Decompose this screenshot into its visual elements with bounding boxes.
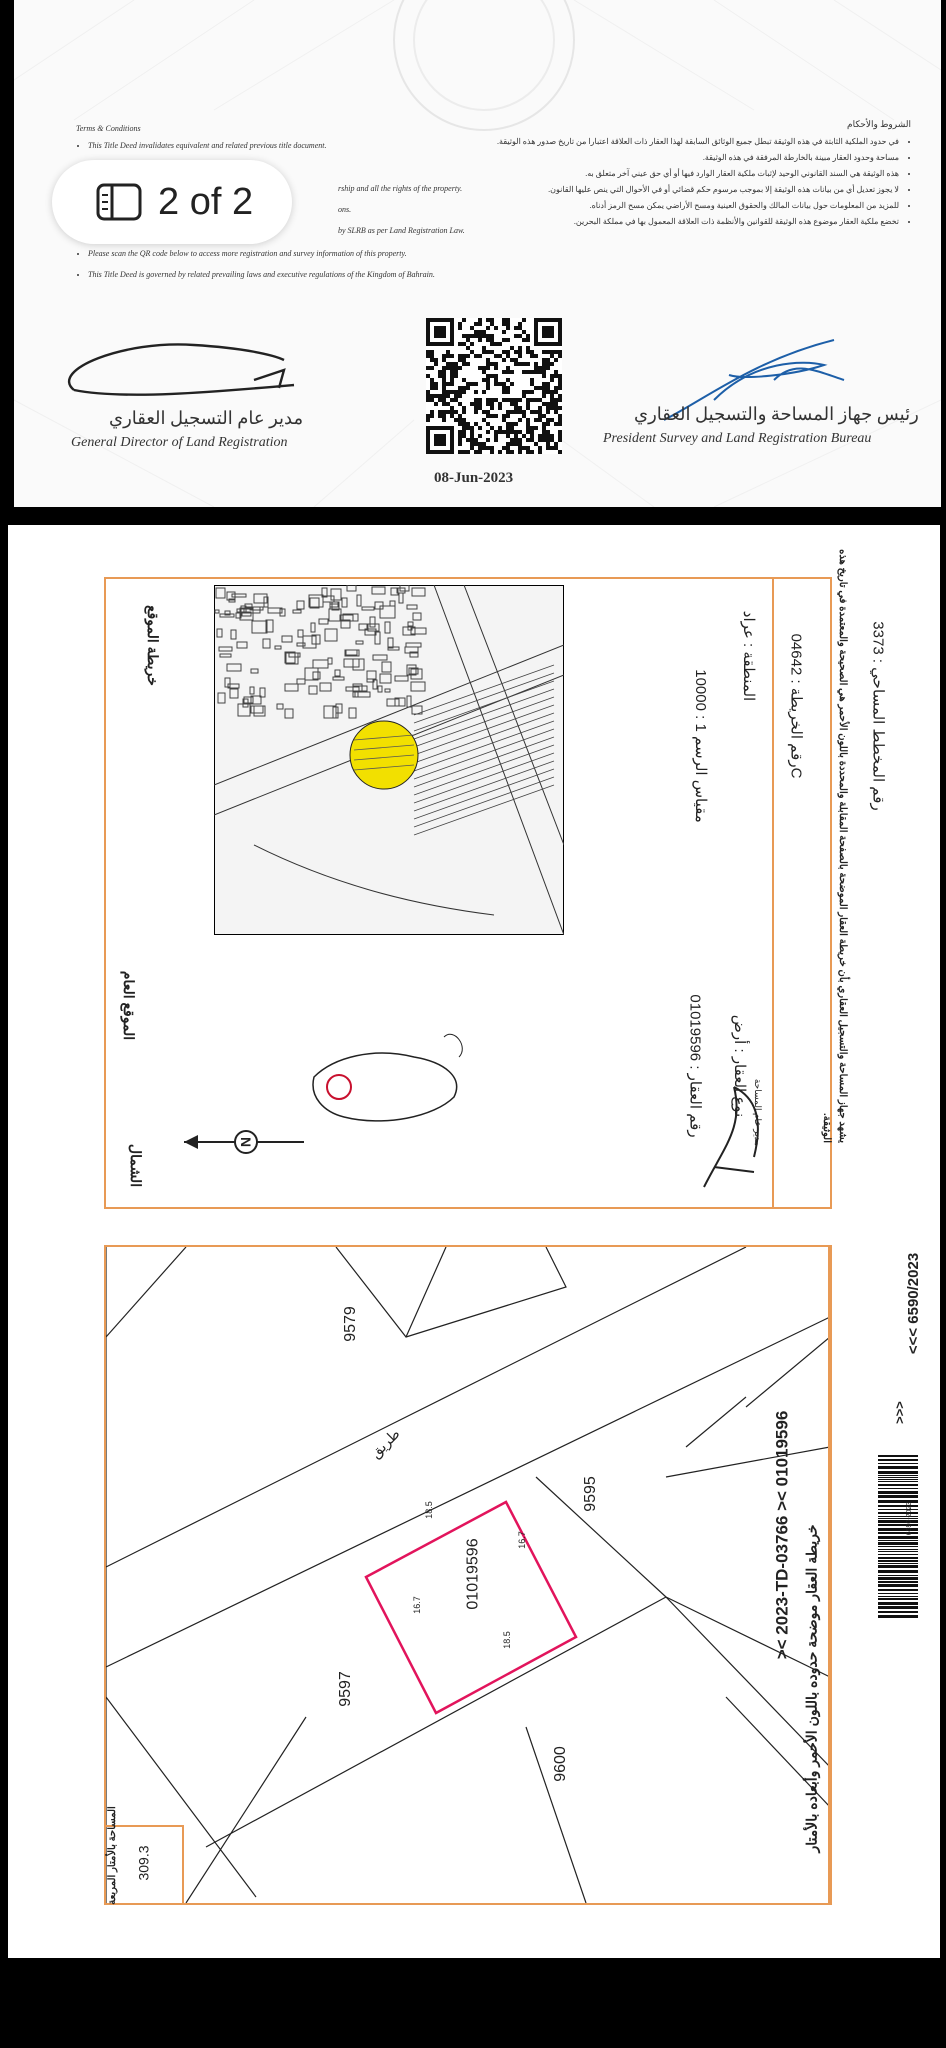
- title-deed-page-1: [14, 0, 941, 507]
- map-number: رقم الخريطة : 04642C: [787, 633, 805, 779]
- left-signer-english: General Director of Land Registration: [71, 435, 288, 450]
- plot-number: 9595: [581, 1476, 599, 1512]
- property-number: رقم العقار : 01019596: [686, 994, 704, 1138]
- arabic-term-item: • للمزيد من المعلومات حول بيانات المالك والحقوق العينية ومسح الأراضي يمكن مسح الرمز أدناه.: [481, 200, 899, 212]
- term-item: rship and all the rights of the property.: [338, 184, 463, 194]
- bahrain-island-map: [294, 1017, 474, 1147]
- page-indicator-label: 2 of 2: [158, 180, 254, 223]
- general-location-title: الموقع العام: [121, 970, 138, 1041]
- arabic-term-item: • في حدود الملكية الثابتة في هذه الوثيقة تبطل جميع الوثائق السابقة لهذا العقار ذات العلاقة اعتبارا من تاريخ صدور هذه الوثيقة.: [481, 136, 899, 148]
- plot-number: 9579: [341, 1306, 359, 1342]
- area-value: 309.3: [135, 1845, 152, 1881]
- qr-code[interactable]: [426, 317, 562, 455]
- barcode[interactable]: [878, 1455, 918, 1625]
- plot-dimension: 18.5: [423, 1501, 434, 1519]
- term-item: • Please scan the QR code below to access more registration and survey information of this property.: [88, 249, 486, 260]
- north-symbol: N: [238, 1136, 254, 1148]
- plot-dimension: 16.7: [411, 1596, 422, 1614]
- deed-reference: >< 2023-TD-03766 >< 01019596: [772, 1410, 792, 1660]
- plot-number: 9600: [551, 1746, 569, 1782]
- left-signer-arabic: مدير عام التسجيل العقاري: [109, 408, 304, 428]
- ref-chevrons: >>>: [891, 1401, 907, 1424]
- aerial-map-image: [214, 585, 564, 935]
- arabic-term-item: • هذه الوثيقة هي السند القانوني الوحيد لإثبات ملكية العقار الوارد فيها أو أي حق عيني آخر متعلق به.: [481, 168, 899, 180]
- location-map-title: خريطة الموقع: [144, 605, 161, 686]
- arabic-term-item: • تخضع ملكية العقار موضوع هذه الوثيقة للقوانين والأنظمة ذات العلاقة المعمول بها في مملكة البحرين.: [481, 216, 899, 228]
- plot-reference: <<< 6590/2023: [905, 1252, 923, 1355]
- stamp-text: مدير عام المساحة: [753, 1078, 764, 1147]
- main-plot-number: 01019596: [464, 1538, 482, 1610]
- term-item: by SLRB as per Land Registration Law.: [338, 225, 465, 235]
- terms-arabic-title: الشروط والأحكام: [847, 119, 911, 129]
- map-scale: مقياس الرسم 1 : 10000: [691, 669, 709, 823]
- term-item: • This Title Deed is governed by related prevailing laws and executive regulations of the Kingdom of Bahrain.: [88, 270, 486, 281]
- area-name: المنطقة : عراد: [740, 610, 758, 702]
- term-item: ons.: [338, 205, 352, 215]
- area-label: المساحة بالأمتار المربعة: [106, 1806, 118, 1905]
- location-map-content: [104, 549, 887, 1209]
- property-type: نوع العقار : أرض: [731, 1014, 749, 1118]
- term-item: • This Title Deed invalidates equivalent and related previous title document.: [88, 141, 486, 152]
- survey-number: رقم المخطط المساحي : 3373: [869, 621, 887, 811]
- plot-dimension: 18.5: [501, 1631, 512, 1649]
- right-signer-arabic: رئيس جهاز المساحة والتسجيل العقاري: [634, 404, 919, 424]
- road-label: طريق: [367, 1425, 403, 1461]
- barcode-text: 6590-2023: [906, 1501, 914, 1536]
- issue-date: 08-Jun-2023: [434, 470, 514, 486]
- certification-note: يشهد جهاز المساحة والتسجيل العقاري بأن خريطة العقار الموضحة بالصفحة المقابلة والمحددة باللون الأحمر هي الصحيحة والمعتمدة في تاريخ هذه الوثيقة.: [821, 549, 848, 1143]
- plot-number: 9597: [336, 1671, 354, 1707]
- left-signature: [44, 330, 304, 410]
- north-label: الشمال: [128, 1143, 145, 1188]
- arabic-term-item: • مساحة وحدود العقار مبينة بالخارطة المرفقة في هذه الوثيقة.: [481, 152, 899, 164]
- page-icon: [96, 183, 142, 221]
- plot-dimension: 16.7: [516, 1531, 527, 1549]
- title-deed-page-2: [8, 525, 940, 1958]
- terms-arabic: [481, 118, 911, 232]
- page-indicator: [52, 160, 292, 244]
- plot-map-title: خريطة العقار موضحة حدوده باللون الأحمر وأبعاده بالأمتار: [803, 1524, 820, 1853]
- arabic-term-item: • لا يجوز تعديل أي من بيانات هذه الوثيقة إلا بموجب مرسوم حكم قضائي أو في الأحوال التي ينص عليها القانون.: [481, 184, 899, 196]
- right-signer-english: President Survey and Land Registration Bureau: [603, 431, 872, 446]
- terms-title: Terms & Conditions: [76, 124, 141, 133]
